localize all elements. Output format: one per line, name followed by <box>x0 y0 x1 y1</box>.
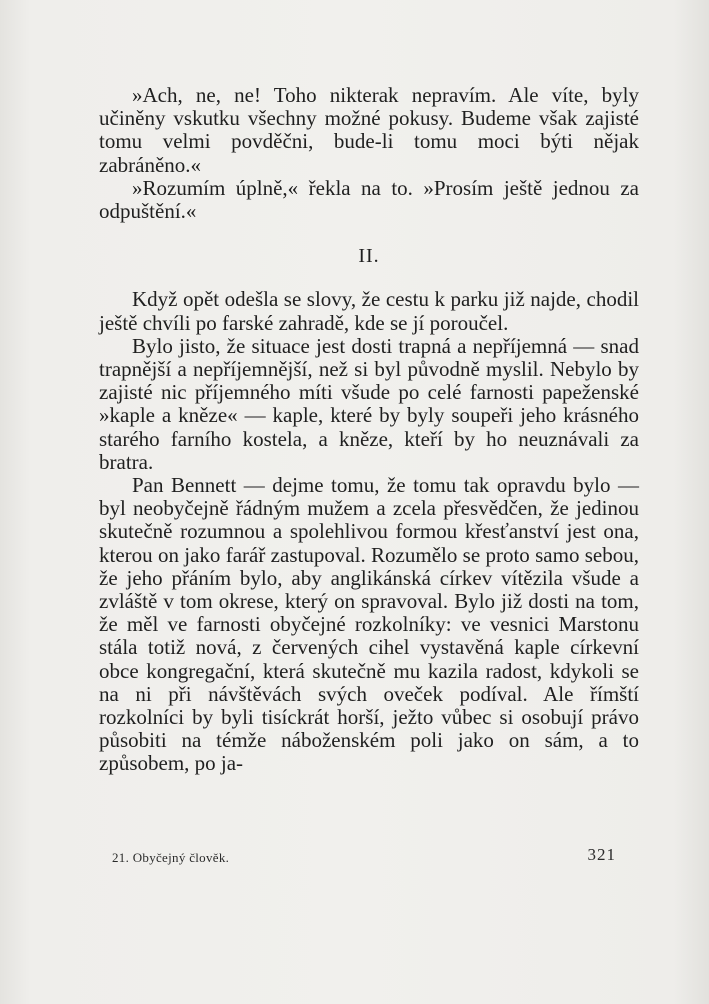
chapter-heading: II. <box>358 245 380 268</box>
paragraph: »Rozumím úplně,« řekla na to. »Prosím ještě jednou za odpuštění.« <box>99 175 639 224</box>
page-text <box>99 84 639 776</box>
page-number: 321 <box>587 845 616 864</box>
paragraph: Pan Bennett — dejme tomu, že tomu tak opravdu bylo — byl neobyčejně řádným mužem a zcela přesvědčen, že jedinou skutečně rozumnou a spolehlivou formou křesťanství jest ona, kterou on jako farář zastupoval. Rozumělo se proto samo sebou, že jeho přáním bylo, aby anglikánská církev vítězila všude a zvláště v tom okrese, který on spravoval. Bylo již dosti na tom, že měl ve farnosti obyčejné rozkolníky: ve vesnici Marstonu stála totiž nová, z červených cihel vystavěná kaple církevní obce kongregační, která skutečně mu kazila radost, kdykoli se na ni při návštěvách svých oveček podíval. Ale římští rozkolníci by byli tisíckrát horší, ježto vůbec si osobují právo působiti na témže náboženském poli jako on sám, a to způsobem, po ja- <box>99 473 639 776</box>
printer-signature: 21. Obyčejný člověk. <box>112 850 230 865</box>
paragraph: Bylo jisto, že situace jest dosti trapná a nepříjemná — snad trapnější a nepříjemnější, než si byl původně myslil. Nebylo by zajisté nic příjemného míti všude po celé farnosti papeženské »kaple a kněze« — kaple, které by byly soupeři jeho krásného starého farního kostela, a kněze, kteří by ho neuznávali za bratra. <box>99 333 639 474</box>
paragraph: Když opět odešla se slovy, že cestu k parku již najde, chodil ještě chvíli po farské zahradě, kde se jí poroučel. <box>99 287 639 335</box>
paragraph: »Ach, ne, ne! Toho nikterak nepravím. Ale víte, byly učiněny vskutku všechny možné pokusy. Budeme však zajisté tomu velmi povděčni, bude-li tomu moci býti nějak zabráněno.« <box>99 83 639 177</box>
